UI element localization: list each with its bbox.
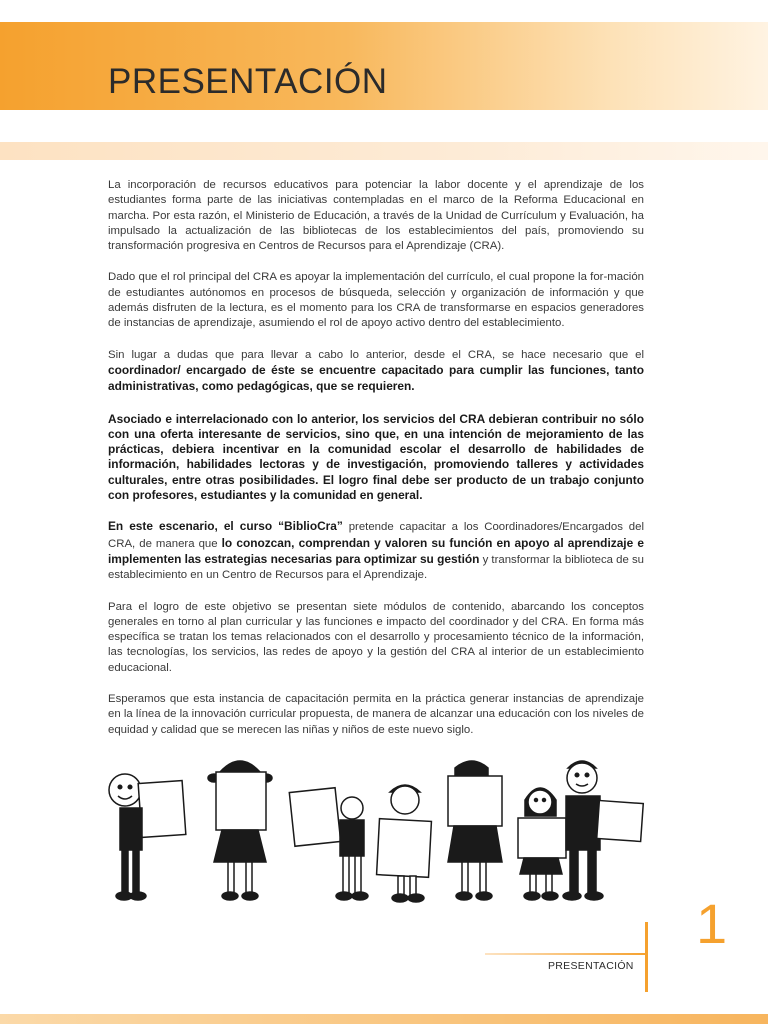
body-text — [108, 178, 644, 754]
paragraph-5-text-1: pretende capacitar a los Coordinadores/Encargados del CRA, de manera que — [108, 521, 644, 550]
footer-section-label: PRESENTACIÓN — [548, 960, 634, 972]
child-figure — [289, 788, 368, 900]
paragraph-3 — [108, 348, 644, 396]
paragraph-6: Para el logro de este objetivo se presentan siete módulos de contenido, abarcando los conceptos generales en torno al plan curricular y las funciones e impacto del coordinador y del CRA. En forma más específica se tratan los temas relacionados con el desarrollo y procesamiento técnico de la información, las tecnologías, los servicios, las redes de apoyo y la gestión del CRA al interior de un establecimiento educacional. — [108, 600, 644, 674]
paragraph-3-bold: coordinador/ encargado de éste se encuentre capacitado para cumplir las funciones, tanto administrativas, como pedagógicas, que se requieren. — [108, 362, 644, 394]
child-figure — [208, 761, 272, 900]
child-figure — [377, 785, 432, 902]
paragraph-4: Asociado e interrelacionado con lo anterior, los servicios del CRA debieran contribuir no sólo con una oferta interesante de servicios, sino que, en una intención de mejoramiento de las prácticas, debiera incentivar en la comunidad escolar el desarrollo de habilidades de información, habilidades lectoras y de investigación, promoviendo talleres y actividades culturales, entre otras posibilidades. El logro final debe ser producto de un trabajo conjunto con profesores, estudiantes y la comunidad en general. — [108, 411, 644, 503]
children-holding-signs-illustration — [100, 750, 660, 910]
footer-divider — [485, 953, 647, 955]
paragraph-1: La incorporación de recursos educativos para potenciar la labor docente y el aprendizaje de los estudiantes forma parte de las iniciativas contempladas en el marco de la Reforma Educacional en marcha. Por esta razón, el Ministerio de Educación, a través de la Unidad de Currículum y Evaluación, ha impulsado la actualización de las bibliotecas de los establecimientos del país, promoviendo su transformación progresiva en Centros de Recursos para el Aprendizaje (CRA). — [108, 179, 644, 253]
paragraph-2: Dado que el rol principal del CRA es apoyar la implementación del currículo, el cual propone la for-mación de estudiantes autónomos en procesos de búsqueda, selección y organización de información y que además disfruten de la lectura, es el momento para los CRA de transformarse en espacios generadores de instancias de aprendizaje, asumiendo el rol de apoyo activo dentro del establecimiento. — [108, 271, 644, 330]
page-title: PRESENTACIÓN — [108, 62, 388, 101]
page-number: 1 — [696, 892, 728, 955]
header-sub-band — [0, 142, 768, 160]
paragraph-5-text-2: y transformar la biblioteca de su establecimiento en un Centro de Recursos para el Aprendizaje. — [108, 553, 645, 582]
bottom-band — [0, 1014, 768, 1024]
footer-vertical-rule — [645, 922, 648, 992]
child-figure — [563, 761, 643, 900]
paragraph-5-bold-1: En este escenario, el curso “BiblioCra” — [108, 519, 343, 534]
child-figure — [109, 774, 186, 900]
paragraph-3-text: Sin lugar a dudas que para llevar a cabo lo anterior, desde el CRA, se hace necesario que el — [108, 348, 644, 361]
paragraph-7: Esperamos que esta instancia de capacitación permita en la práctica generar instancias de aprendizaje en la línea de la innovación curricular propuesta, de manera de alcanzar una educación con los niveles de equidad y calidad que se merecen las niñas y niños de este nuevo siglo. — [108, 693, 644, 736]
child-figure — [518, 788, 566, 900]
paragraph-5 — [108, 519, 644, 583]
child-figure — [448, 761, 502, 900]
paragraph-5-bold-2: lo conozcan, comprendan y valoren su función en apoyo al aprendizaje e implementen las estrategias necesarias para optimizar su gestión — [108, 535, 645, 566]
